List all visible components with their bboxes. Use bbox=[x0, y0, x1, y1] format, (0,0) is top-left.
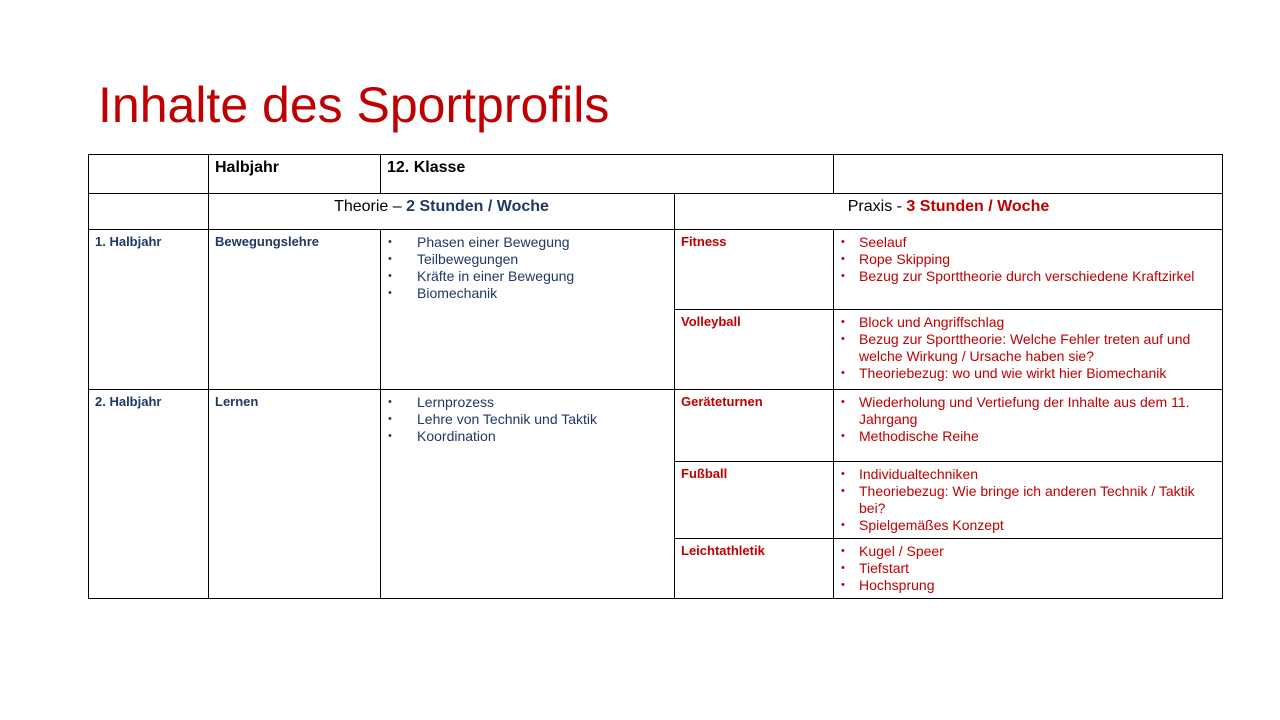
praxis-hours: 3 Stunden / Woche bbox=[906, 198, 1050, 215]
list-item: • Phasen einer Bewegung bbox=[417, 234, 668, 251]
theory-items-cell bbox=[381, 390, 675, 599]
list-item: • Bezug zur Sporttheorie: Welche Fehler treten auf und welche Wirkung / Ursache haben sie? bbox=[859, 331, 1216, 365]
header-row bbox=[89, 155, 1223, 194]
praxis-header bbox=[675, 194, 1223, 230]
praxis-prefix: Praxis - bbox=[847, 198, 907, 215]
theory-list bbox=[387, 234, 668, 302]
header-empty-cell-right bbox=[834, 155, 1223, 194]
practice-items-cell bbox=[834, 230, 1223, 310]
list-item: • Tiefstart bbox=[859, 560, 1216, 577]
practice-items-cell bbox=[834, 539, 1223, 599]
theory-items-cell bbox=[381, 230, 675, 390]
hours-row bbox=[89, 194, 1223, 230]
list-item: • Lehre von Technik und Taktik bbox=[417, 411, 668, 428]
theory-list bbox=[387, 394, 668, 445]
header-empty-cell bbox=[89, 155, 209, 194]
header-halbjahr: Halbjahr bbox=[209, 155, 381, 194]
list-item: • Teilbewegungen bbox=[417, 251, 668, 268]
semester-label: 1. Halbjahr bbox=[89, 230, 209, 390]
theory-theme: Bewegungslehre bbox=[209, 230, 381, 390]
practice-list bbox=[840, 234, 1216, 285]
list-item: • Seelauf bbox=[859, 234, 1216, 251]
list-item: • Koordination bbox=[417, 428, 668, 445]
header-klasse: 12. Klasse bbox=[381, 155, 834, 194]
list-item: • Bezug zur Sporttheorie durch verschiedene Kraftzirkel bbox=[859, 268, 1216, 285]
practice-items-cell bbox=[834, 310, 1223, 390]
sport-name: Geräteturnen bbox=[675, 390, 834, 462]
list-item: • Theoriebezug: wo und wie wirkt hier Biomechanik bbox=[859, 365, 1216, 382]
curriculum-table bbox=[88, 154, 1223, 599]
practice-list bbox=[840, 466, 1216, 534]
list-item: • Biomechanik bbox=[417, 285, 668, 302]
sport-name: Fußball bbox=[675, 462, 834, 539]
practice-items-cell bbox=[834, 390, 1223, 462]
list-item: • Kräfte in einer Bewegung bbox=[417, 268, 668, 285]
list-item: • Block und Angriffschlag bbox=[859, 314, 1216, 331]
list-item: • Spielgemäßes Konzept bbox=[859, 517, 1216, 534]
list-item: • Theoriebezug: Wie bringe ich anderen Technik / Taktik bei? bbox=[859, 483, 1216, 517]
semester-label: 2. Halbjahr bbox=[89, 390, 209, 599]
list-item: • Hochsprung bbox=[859, 577, 1216, 594]
list-item: • Wiederholung und Vertiefung der Inhalte aus dem 11. Jahrgang bbox=[859, 394, 1216, 428]
theorie-prefix: Theorie – bbox=[334, 198, 407, 215]
sport-name: Leichtathletik bbox=[675, 539, 834, 599]
page-title: Inhalte des Sportprofils bbox=[98, 77, 610, 133]
list-item: • Methodische Reihe bbox=[859, 428, 1216, 445]
sport-name: Fitness bbox=[675, 230, 834, 310]
list-item: • Kugel / Speer bbox=[859, 543, 1216, 560]
practice-list bbox=[840, 394, 1216, 445]
practice-list bbox=[840, 314, 1216, 382]
theory-theme: Lernen bbox=[209, 390, 381, 599]
table-row bbox=[89, 390, 1223, 462]
list-item: • Lernprozess bbox=[417, 394, 668, 411]
hours-empty-cell bbox=[89, 194, 209, 230]
table-row bbox=[89, 230, 1223, 310]
list-item: • Rope Skipping bbox=[859, 251, 1216, 268]
theorie-header bbox=[209, 194, 675, 230]
list-item: • Individualtechniken bbox=[859, 466, 1216, 483]
practice-items-cell bbox=[834, 462, 1223, 539]
practice-list bbox=[840, 543, 1216, 594]
sport-name: Volleyball bbox=[675, 310, 834, 390]
theorie-hours: 2 Stunden / Woche bbox=[406, 198, 549, 215]
